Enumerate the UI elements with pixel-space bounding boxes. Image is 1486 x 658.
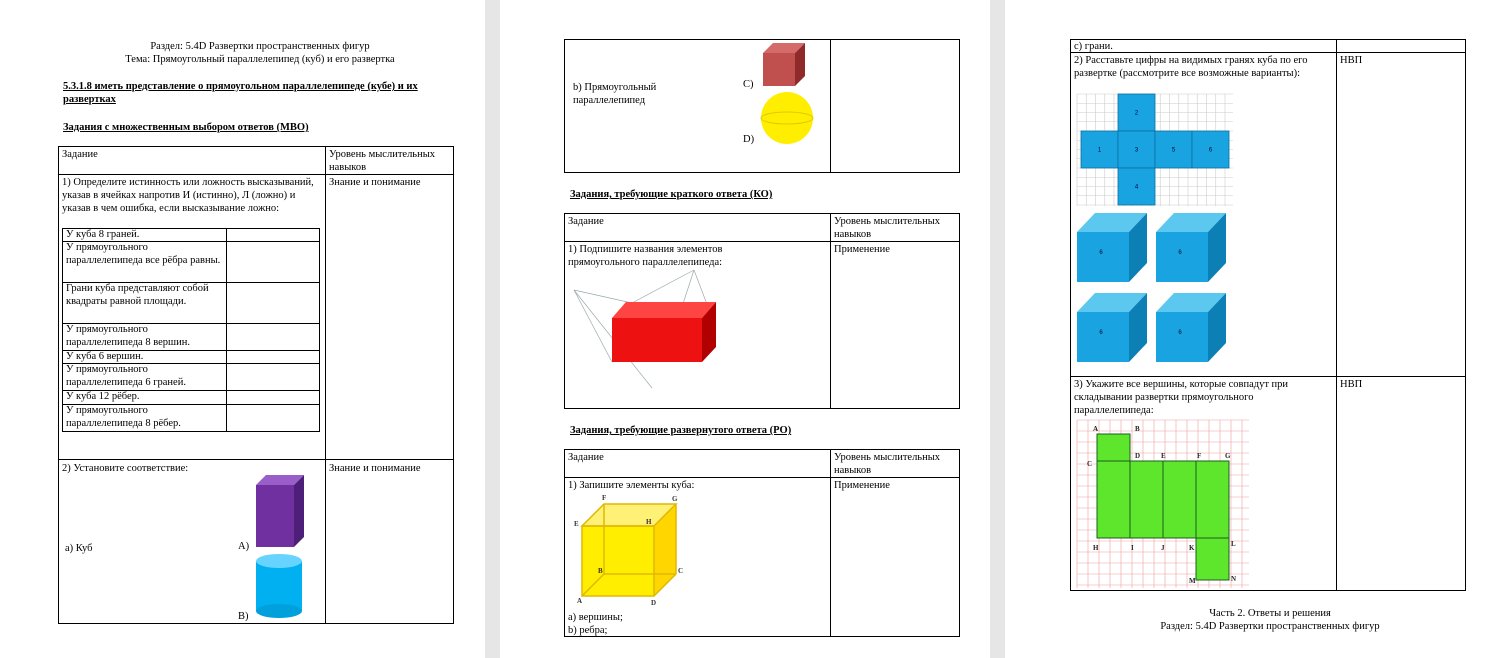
net-face	[1097, 434, 1130, 461]
match-a-label: a) Куб	[65, 543, 93, 554]
header-line-2: Тема: Прямоугольный параллелепипед (куб) и его развертка	[125, 54, 395, 65]
match-b-label: b) Прямоугольный параллелепипед	[573, 82, 657, 106]
option-a-label: A)	[238, 541, 250, 552]
section-ro: Задания, требующие развернутого ответа (РО)	[570, 425, 792, 436]
net-face	[1196, 538, 1229, 580]
task1-text: 1) Определите истинность или ложность высказываний, указав в ячейках напротив И (истинно), Л (ложно) и указав в чем ошибка, если высказывание ложно:	[62, 177, 314, 214]
option-b-label: B)	[238, 611, 249, 622]
cyan-cylinder-figure	[256, 553, 304, 619]
statement-cell: У куба 12 рёбер.	[66, 391, 140, 402]
vertex-label: G	[672, 495, 678, 503]
net-face	[1196, 461, 1229, 538]
yellow-sphere-figure	[761, 92, 815, 146]
vertex-label: F	[602, 494, 607, 502]
ko-col-task: Задание	[568, 216, 604, 227]
purple-prism-figure	[256, 475, 306, 555]
net-vertex-label: I	[1131, 544, 1134, 552]
net-vertex-label: J	[1161, 544, 1165, 552]
net-face-number: 1	[1097, 147, 1102, 154]
page-1	[0, 0, 485, 658]
section-mvo: Задания с множественным выбором ответов (МВО)	[63, 122, 309, 133]
objective: 5.3.1.8 иметь представление о прямоугольном параллелепипеде (кубе) и их развертках	[63, 81, 418, 105]
header-line-1: Раздел: 5.4D Развертки пространственных фигур	[150, 41, 370, 52]
ro-col-level: Уровень мыслительных навыков	[834, 452, 941, 476]
statement-cell: У прямоугольного параллелепипеда все рёбра равны.	[66, 242, 221, 266]
ro-task-text: 1) Запишите элементы куба:	[568, 480, 695, 491]
net-face-number: 2	[1134, 110, 1139, 117]
net-vertex-label: H	[1093, 544, 1099, 552]
statement-cell: Грани куба представляют собой квадраты равной площади.	[66, 283, 209, 307]
ro-task-level: Применение	[834, 480, 890, 491]
net-vertex-label: L	[1231, 540, 1236, 548]
page-3	[1005, 0, 1486, 658]
net-vertex-label: K	[1189, 544, 1195, 552]
parallelepiped-net-figure	[1077, 420, 1249, 588]
ko-task-text: 1) Подпишите названия элементов прямоугольного параллелепипеда:	[568, 244, 723, 268]
blue-cubes-figure	[1077, 210, 1237, 365]
task3-level: НВП	[1340, 379, 1363, 390]
net-vertex-label: M	[1189, 577, 1196, 585]
answer-cell[interactable]	[227, 351, 319, 362]
net-face-number: 4	[1134, 184, 1139, 191]
net-face	[1130, 461, 1163, 538]
blue-cube	[1156, 293, 1226, 362]
vertex-label: C	[678, 567, 684, 575]
ro-col-task: Задание	[568, 452, 604, 463]
net-face-number: 5	[1171, 147, 1176, 154]
ko-task-level: Применение	[834, 244, 890, 255]
net-vertex-label: C	[1087, 460, 1093, 468]
cube-face-number: 6	[1099, 330, 1103, 336]
net-vertex-label: D	[1135, 452, 1141, 460]
statement-cell: У куба 6 вершин.	[66, 351, 144, 362]
statement-cell: У куба 8 граней.	[66, 229, 140, 240]
cube-face-number: 6	[1178, 330, 1182, 336]
statement-cell: У прямоугольного параллелепипеда 8 рёбер.	[66, 405, 181, 429]
red-parallelepiped-figure	[574, 270, 724, 395]
net-face-number: 6	[1208, 147, 1213, 154]
cube-net-figure	[1077, 94, 1233, 206]
vertex-label: B	[598, 567, 603, 575]
statement-cell: У прямоугольного параллелепипеда 6 граней.	[66, 364, 186, 388]
net-vertex-label: G	[1225, 452, 1231, 460]
cube-face-number: 6	[1099, 250, 1103, 256]
footer-line-1: Часть 2. Ответы и решения	[1209, 608, 1331, 619]
net-vertex-label: N	[1231, 575, 1237, 583]
col-level-header: Уровень мыслительных навыков	[329, 149, 436, 173]
net-vertex-label: F	[1197, 452, 1202, 460]
task3-text: 3) Укажите все вершины, которые совпадут при складывании развертки прямоугольного параллелепипеда:	[1074, 379, 1289, 416]
answer-cell[interactable]	[227, 391, 319, 403]
red-cube-figure	[763, 43, 808, 89]
answer-cell[interactable]	[227, 283, 319, 322]
cube-face-number: 6	[1178, 250, 1182, 256]
blue-cube	[1077, 213, 1147, 282]
ro-answer-b: b) ребра;	[568, 625, 608, 636]
net-face-number: 3	[1134, 147, 1139, 154]
task2-level: Знание и понимание	[329, 463, 421, 474]
net-vertex-label: B	[1135, 425, 1140, 433]
task2-text: 2) Расставьте цифры на видимых гранях куба по его развертке (рассмотрите все возможные варианты):	[1074, 55, 1308, 79]
answer-cell[interactable]	[227, 324, 319, 349]
answer-cell[interactable]	[227, 364, 319, 389]
option-d-label: D)	[743, 134, 755, 145]
net-face	[1163, 461, 1196, 538]
vertex-label: E	[574, 520, 579, 528]
blue-cube	[1156, 213, 1226, 282]
page-2	[500, 0, 990, 658]
section-ko: Задания, требующие краткого ответа (КО)	[570, 189, 773, 200]
col-task-header: Задание	[62, 149, 98, 160]
row0-text: c) грани.	[1074, 41, 1113, 52]
vertex-label: H	[646, 518, 652, 526]
ro-answer-a: a) вершины;	[568, 612, 623, 623]
task1-level: Знание и понимание	[329, 177, 421, 188]
blue-cube	[1077, 293, 1147, 362]
footer-line-2: Раздел: 5.4D Развертки пространственных фигур	[1160, 621, 1380, 632]
net-face	[1097, 461, 1130, 538]
ko-col-level: Уровень мыслительных навыков	[834, 216, 941, 240]
statement-cell: У прямоугольного параллелепипеда 8 вершин.	[66, 324, 190, 348]
option-c-label: C)	[743, 79, 754, 90]
net-vertex-label: A	[1093, 425, 1099, 433]
vertex-label: D	[651, 599, 657, 607]
answer-cell[interactable]	[227, 229, 319, 240]
vertex-label: A	[577, 597, 583, 605]
task2-text: 2) Установите соответствие:	[62, 463, 189, 474]
net-vertex-label: E	[1161, 452, 1166, 460]
answer-cell[interactable]	[227, 405, 319, 431]
yellow-cube-figure	[574, 492, 694, 610]
task2-level: НВП	[1340, 55, 1363, 66]
answer-cell[interactable]	[227, 242, 319, 281]
